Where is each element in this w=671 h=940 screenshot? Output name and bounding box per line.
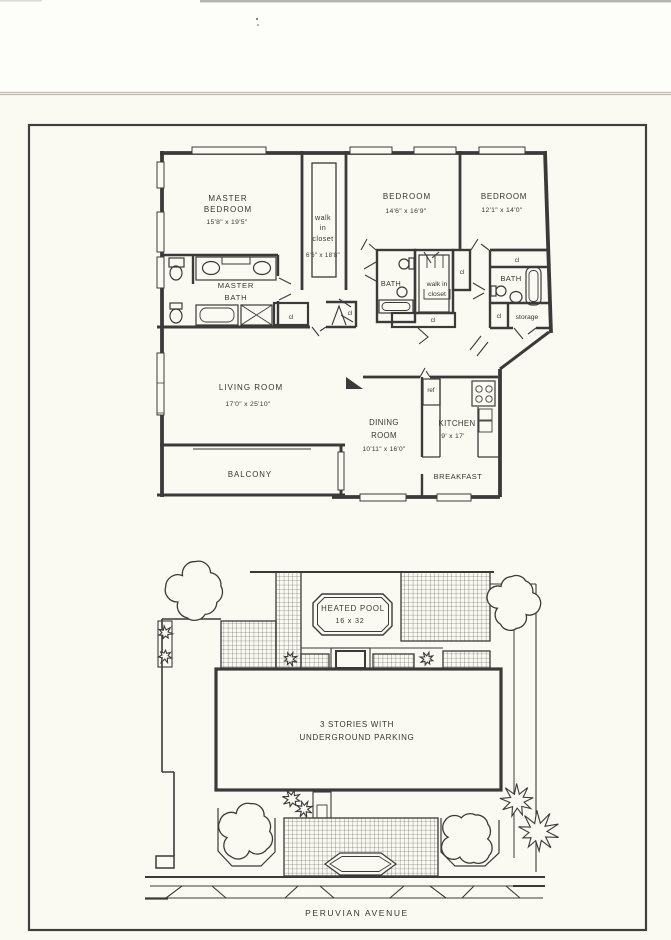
tree <box>219 803 273 859</box>
toilet-bowl <box>496 286 506 296</box>
dining-room-label: DINING <box>369 418 399 427</box>
door-mark <box>514 328 536 339</box>
master-bath-label2: BATH <box>224 293 248 302</box>
kitchen-sink <box>479 409 492 420</box>
door-mark <box>418 328 428 344</box>
stove <box>472 381 495 406</box>
refrigerator-label: ref <box>427 387 435 394</box>
door-triangle <box>346 377 363 389</box>
ink-speck <box>256 18 258 20</box>
vanity-counter <box>196 257 276 280</box>
shrub <box>159 626 173 639</box>
kitchen-dims: 9' x 17' <box>441 433 465 440</box>
window <box>360 494 406 501</box>
shrub <box>296 802 312 818</box>
paved-deck <box>401 572 490 641</box>
master-bath-label: MASTER <box>217 281 255 290</box>
site-left-boundary <box>162 619 221 856</box>
dining-room-dims: 10'11" x 16'0" <box>362 446 406 453</box>
driveway-apron <box>462 886 520 898</box>
door-mark <box>424 252 439 263</box>
door-mark <box>361 239 376 250</box>
closet-label: cl <box>430 317 436 324</box>
south-entry-steps <box>317 805 327 818</box>
window <box>157 257 164 288</box>
door-mark <box>471 239 489 250</box>
toilet-tank <box>491 286 496 296</box>
balcony-label: BALCONY <box>227 470 273 479</box>
living-room-dims: 17'0" x 25'10" <box>225 401 271 408</box>
breakfast-label: BREAKFAST <box>433 472 483 481</box>
kitchen-label: KITCHEN <box>438 419 476 428</box>
bathtub-inner <box>200 308 234 322</box>
interior-walls-major <box>302 151 550 377</box>
scan-edge-smudge-left <box>0 0 42 2</box>
storage-label: storage <box>515 314 539 321</box>
tree <box>442 814 493 864</box>
toilet-bowl <box>170 266 182 280</box>
driveway-apron <box>285 886 334 898</box>
building-outline <box>216 669 501 790</box>
shrub <box>420 652 433 665</box>
walk-in-closet-dims: 6'6" x 18'8" <box>305 252 341 259</box>
shrub <box>159 650 172 663</box>
window <box>157 212 164 252</box>
pool-dims: 16 x 32 <box>335 616 365 625</box>
window <box>192 147 266 154</box>
window <box>437 494 471 501</box>
bath-middle-label: BATH <box>380 279 402 288</box>
kitchen-sink <box>479 421 492 432</box>
tree <box>165 561 222 620</box>
ink-speck <box>257 24 259 26</box>
hall-closet-walls <box>392 313 455 327</box>
burner <box>476 386 482 392</box>
street-name-label: PERUVIAN AVENUE <box>305 908 409 918</box>
spiky-shrub <box>500 784 533 817</box>
toilet-tank <box>170 303 182 309</box>
master-bedroom-label: MASTER <box>208 194 248 203</box>
pool-outer <box>313 594 392 635</box>
paved-strip <box>443 651 490 668</box>
bedroom-right-dims: 12'1" x 14'0" <box>481 207 523 214</box>
entry-landing-inner <box>336 651 365 668</box>
plan-border <box>29 125 646 930</box>
closet-label: cl <box>288 314 294 321</box>
master-bedroom-dims: 15'8" x 19'5" <box>206 219 248 226</box>
burner <box>486 386 492 392</box>
exterior-walls-secondary <box>157 327 549 495</box>
bathtub-inner <box>382 303 410 311</box>
heated-pool <box>313 594 392 635</box>
window <box>157 162 164 188</box>
paved-strip <box>373 654 414 668</box>
sidewalk <box>145 886 545 899</box>
window <box>414 147 456 154</box>
window <box>479 147 525 154</box>
door-mark <box>473 283 485 299</box>
entry-door-mark <box>470 336 488 356</box>
sink <box>254 262 271 275</box>
shrub <box>282 790 299 807</box>
scan-edge-smudge <box>200 0 671 2</box>
closet-label: cl <box>347 310 353 317</box>
window <box>157 353 164 415</box>
closet-label: cl <box>496 313 502 320</box>
spiky-shrub <box>519 810 559 851</box>
walk-in-closet-label: walk <box>315 213 331 222</box>
toilet-bowl <box>399 259 409 269</box>
door-mark <box>279 278 291 300</box>
pool-label: HEATED POOL <box>321 604 385 613</box>
building-label2: UNDERGROUND PARKING <box>299 733 415 742</box>
master-bath-fixtures <box>169 257 276 325</box>
sink <box>397 287 407 297</box>
floor-plan-labels <box>204 192 539 481</box>
building-label: 3 STORIES WITH <box>319 720 395 729</box>
window <box>338 452 344 490</box>
bathtub <box>379 300 413 313</box>
bathtub-inner <box>529 271 538 302</box>
driveway-apron <box>390 886 446 898</box>
closet-door-mark <box>332 306 346 325</box>
sink <box>510 292 522 303</box>
vanity-notch <box>222 257 250 264</box>
toilet-tank <box>409 258 414 269</box>
toilet-bowl <box>170 309 182 323</box>
paved-deck <box>221 621 276 668</box>
burner <box>476 396 482 402</box>
right-bath-fixtures <box>491 267 541 305</box>
burner <box>486 396 492 402</box>
master-bedroom-label2: BEDROOM <box>203 205 253 214</box>
page-top-margin <box>0 0 671 92</box>
door-mark <box>420 368 430 377</box>
shower-x <box>241 305 272 325</box>
bedroom-middle-dims: 14'6" x 16'9" <box>385 208 427 215</box>
closet-label: cl <box>514 257 520 264</box>
walk-in-closet-2-label: walk in <box>426 281 448 288</box>
door-mark <box>312 327 326 336</box>
bathtub <box>526 267 541 305</box>
closet-label: cl <box>459 269 465 276</box>
paved-strip <box>301 654 329 668</box>
site-left-stoop <box>156 856 174 868</box>
dining-room-label2: ROOM <box>371 431 397 440</box>
bedroom-right-label: BEDROOM <box>480 192 528 201</box>
bath-right-label: BATH <box>500 274 522 283</box>
door-mark <box>364 262 376 281</box>
walk-in-closet-label3: closet <box>312 234 334 243</box>
sink <box>203 262 220 275</box>
driveway-apron <box>166 886 226 898</box>
bedroom-middle-label: BEDROOM <box>382 192 432 201</box>
living-room-label: LIVING ROOM <box>218 383 284 392</box>
window <box>350 147 392 154</box>
walk-in-closet-2-label2: closet <box>428 291 446 298</box>
walk-in-closet-label2: in <box>319 223 327 232</box>
